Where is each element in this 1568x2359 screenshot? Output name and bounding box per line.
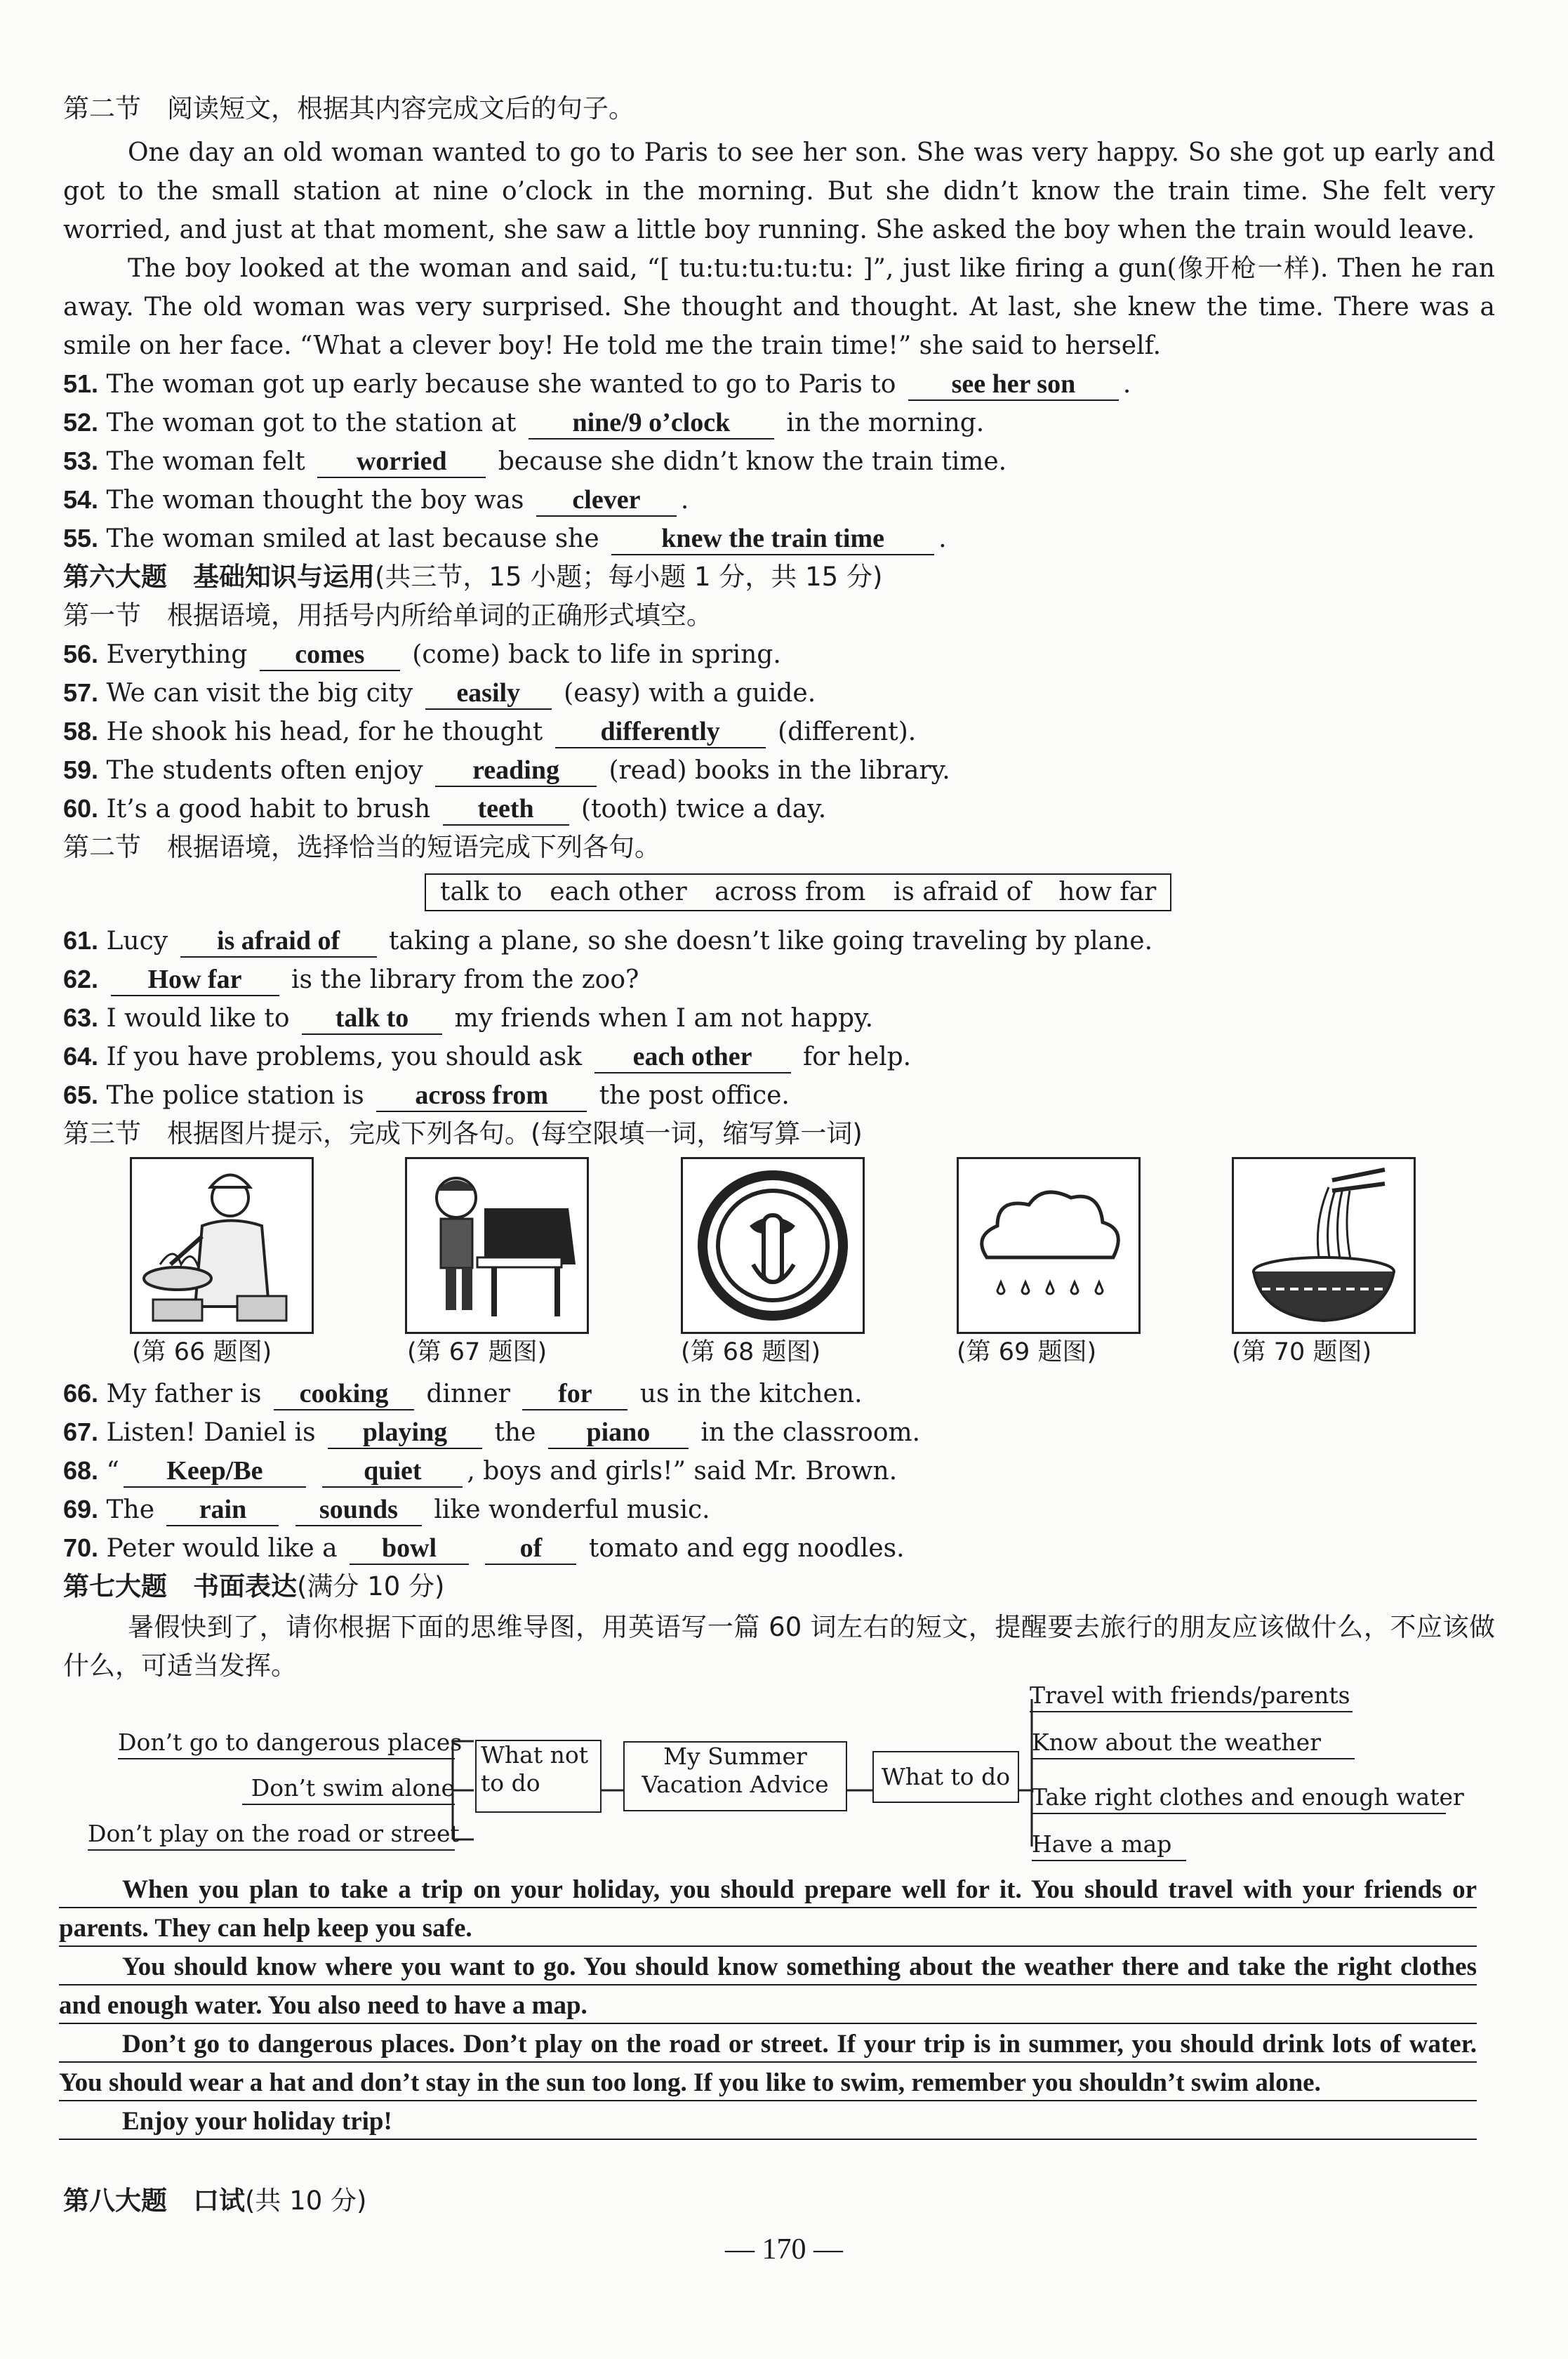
- phrase: each other: [550, 878, 687, 906]
- part7-title: 第七大题 书面表达(满分 10 分): [63, 1571, 445, 1601]
- piano-player-icon: [405, 1157, 589, 1334]
- answer-blank: worried: [317, 446, 486, 478]
- mindmap-what-not-node: What not to do: [475, 1740, 602, 1813]
- question-54: 54. The woman thought the boy was clever .: [63, 482, 689, 518]
- essay-paragraph: Enjoy your holiday trip!: [122, 2107, 392, 2136]
- mindmap-right-item: Take right clothes and enough water: [1032, 1782, 1446, 1814]
- mindmap-left-item: Don’t swim alone: [242, 1773, 455, 1805]
- picture-caption: (第 68 题图): [681, 1338, 821, 1366]
- keep-quiet-icon: [681, 1157, 865, 1334]
- answer-blank: see her son: [908, 369, 1119, 401]
- question-53: 53. The woman felt worried because she didn’t know the train time.: [63, 444, 1006, 480]
- question-51: 51. The woman got up early because she wanted to go to Paris to see her son .: [63, 366, 1131, 402]
- picture-caption: (第 70 题图): [1232, 1338, 1372, 1366]
- noodle-bowl-icon: [1232, 1157, 1416, 1334]
- part8-title: 第八大题 口试(共 10 分): [63, 2186, 367, 2216]
- question-67: 67. Listen! Daniel is playing the piano in the classroom.: [63, 1415, 920, 1451]
- part6-title: 第六大题 基础知识与运用(共三节，15 小题；每小题 1 分，共 15 分): [63, 562, 883, 592]
- answer-blank: teeth: [443, 793, 569, 826]
- reading-section-title: 第二节 阅读短文，根据其内容完成文后的句子。: [63, 93, 634, 124]
- mindmap-left-item: Don’t play on the road or street: [88, 1818, 455, 1851]
- answer-blank: of: [485, 1533, 576, 1565]
- answer-blank: across from: [376, 1080, 587, 1112]
- question-52: 52. The woman got to the station at nine/9 o’clock in the morning.: [63, 405, 984, 441]
- cooking-chef-icon: [130, 1157, 314, 1334]
- part6-section3-title: 第三节 根据图片提示，完成下列各句。(每空限填一词，缩写算一词): [63, 1118, 863, 1149]
- answer-blank: rain: [166, 1494, 279, 1526]
- picture-caption: (第 66 题图): [132, 1338, 272, 1366]
- phrase: talk to: [440, 878, 522, 906]
- question-62: 62. How far is the library from the zoo?: [63, 962, 639, 998]
- writing-prompt: 暑假快到了，请你根据下面的思维导图，用英语写一篇 60 词左右的短文，提醒要去旅行的朋友应该做什么，不应该做什么，可适当发挥。: [63, 1612, 1495, 1681]
- mindmap-right-item: Know about the weather: [1032, 1727, 1355, 1759]
- answer-blank: sounds: [295, 1494, 422, 1526]
- phrase: is afraid of: [893, 878, 1031, 906]
- answer-blank: reading: [435, 755, 597, 787]
- answer-blank: each other: [594, 1041, 791, 1073]
- question-70: 70. Peter would like a bowl of tomato and egg noodles.: [63, 1531, 905, 1566]
- answer-blank: playing: [328, 1417, 482, 1449]
- question-55: 55. The woman smiled at last because she knew the train time .: [63, 521, 947, 557]
- answer-blank: is afraid of: [180, 925, 377, 958]
- phrase: how far: [1058, 878, 1157, 906]
- answer-blank: Keep/Be: [124, 1455, 306, 1488]
- mindmap-right-item: Travel with friends/parents: [1030, 1680, 1353, 1712]
- answer-blank: How far: [111, 964, 279, 996]
- answer-blank: clever: [536, 484, 677, 517]
- question-56: 56. Everything comes (come) back to life in spring.: [63, 637, 781, 673]
- picture-caption: (第 67 题图): [407, 1338, 547, 1366]
- answer-blank: for: [522, 1378, 627, 1410]
- question-59: 59. The students often enjoy reading (read) books in the library.: [63, 753, 950, 788]
- question-68: 68. “ Keep/Be quiet , boys and girls!” said Mr. Brown.: [63, 1453, 897, 1489]
- essay-paragraph: Don’t go to dangerous places. Don’t play on the road or street. If your trip is in summer, you should drink lots of water. You should wear a hat and don’t stay in the sun too long. If you like to swim, remember you shouldn’t swim alone.: [59, 2030, 1477, 2097]
- question-57: 57. We can visit the big city easily (easy) with a guide.: [63, 675, 816, 711]
- answer-blank: easily: [425, 678, 552, 710]
- phrase: across from: [715, 878, 866, 906]
- question-66: 66. My father is cooking dinner for us in the kitchen.: [63, 1376, 863, 1412]
- question-63: 63. I would like to talk to my friends when I am not happy.: [63, 1000, 873, 1036]
- answer-blank: piano: [548, 1417, 689, 1449]
- passage-paragraph-2: The boy looked at the woman and said, “[ tu:tu:tu:tu:tu: ]”, just like firing a gun(像开枪一样). Then he ran away. The old woman was very surprised. She thought and thought. At last, she knew the time. There was a smile on her face. “What a clever boy! He told me the train time!” she said to herself.: [63, 254, 1495, 360]
- answer-blank: cooking: [274, 1378, 414, 1410]
- essay-paragraph: When you plan to take a trip on your holiday, you should prepare well for it. You should travel with your friends or parents. They can help keep you safe.: [59, 1875, 1477, 1943]
- answer-blank: knew the train time: [611, 523, 934, 555]
- question-61: 61. Lucy is afraid of taking a plane, so she doesn’t like going traveling by plane.: [63, 923, 1152, 959]
- question-65: 65. The police station is across from the post office.: [63, 1078, 790, 1114]
- question-64: 64. If you have problems, you should ask each other for help.: [63, 1039, 911, 1075]
- picture-caption: (第 69 题图): [957, 1338, 1097, 1366]
- answer-blank: bowl: [350, 1533, 469, 1565]
- mindmap-center-node: My Summer Vacation Advice: [623, 1741, 847, 1811]
- mindmap-right-item: Have a map: [1032, 1829, 1186, 1861]
- answer-blank: talk to: [302, 1003, 442, 1035]
- question-69: 69. The rain sounds like wonderful music.: [63, 1492, 710, 1528]
- model-essay: [59, 1870, 1477, 2141]
- mindmap-left-item: Don’t go to dangerous places: [118, 1727, 455, 1759]
- question-58: 58. He shook his head, for he thought differently (different).: [63, 714, 916, 750]
- answer-blank: nine/9 o’clock: [529, 407, 774, 440]
- answer-blank: differently: [555, 716, 766, 748]
- passage-paragraph-1: One day an old woman wanted to go to Paris to see her son. She was very happy. So she got up early and got to the small station at nine o’clock in the morning. But she didn’t know the train time. She felt very worried, and just at that moment, she saw a little boy running. She asked the boy when the train would leave.: [63, 138, 1495, 244]
- page-number: — 170 —: [725, 2233, 843, 2266]
- part6-section2-title: 第二节 根据语境，选择恰当的短语完成下列各句。: [63, 832, 660, 862]
- essay-paragraph: You should know where you want to go. You should know something about the weather there and take the right clothes and enough water. You also need to have a map.: [59, 1952, 1477, 2020]
- phrase-bank: [425, 873, 1171, 911]
- answer-blank: comes: [260, 639, 400, 671]
- answer-blank: quiet: [322, 1455, 463, 1488]
- rain-cloud-icon: [957, 1157, 1141, 1334]
- part6-section1-title: 第一节 根据语境，用括号内所给单词的正确形式填空。: [63, 600, 712, 630]
- mindmap-what-to-do-node: What to do: [872, 1751, 1019, 1803]
- question-60: 60. It’s a good habit to brush teeth (tooth) twice a day.: [63, 791, 826, 827]
